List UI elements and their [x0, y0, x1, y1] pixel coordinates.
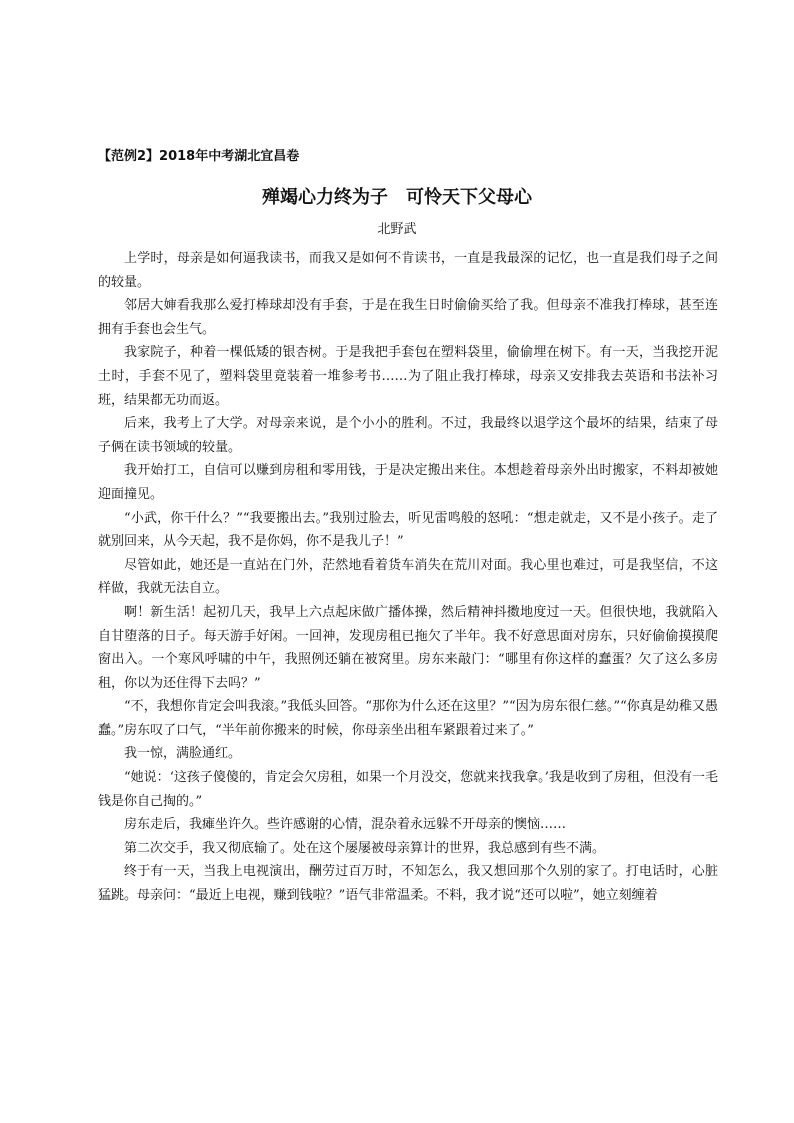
paragraph: 第二次交手，我又彻底输了。处在这个屡屡被母亲算计的世界，我总感到有些不满。 [124, 840, 606, 856]
paragraph: 后来，我考上了大学。对母亲来说，是个小小的胜利。不过，我最终以退学这个最坏的结果，结束了母子俩在读书领域的较量。 [98, 416, 718, 455]
paragraph: 啊！新生活！起初几天，我早上六点起床做广播体操，然后精神抖擞地度过一天。但很快地，我就陷入自甘堕落的日子。每天游手好闲。一回神，发现房租已拖欠了半年。我不好意思面对房东，只好偷偷摸摸爬窗出入。一个寒风呼啸的中午，我照例还躺在被窝里。房东来敲门：“哪里有你这样的蠢蛋？欠了这么多房租，你以为还住得下去吗？” [98, 604, 718, 691]
example-header-label: 【范例2】2018年中考湖北宜昌卷 [98, 149, 300, 164]
paragraph: 邻居大婶看我那么爱打棒球却没有手套，于是在我生日时偷偷买给了我。但母亲不准我打棒球，甚至连拥有手套也会生气。 [98, 298, 718, 337]
paragraph: 我一惊，满脸通红。 [124, 746, 242, 762]
paragraph: “小武，你干什么？”“我要搬出去。”我别过脸去，听见雷鸣般的怒吼：“想走就走，又不是小孩子。走了就别回来，从今天起，我不是你妈，你不是我儿子！” [98, 510, 718, 550]
paragraph: “她说：‘这孩子傻傻的，肯定会欠房租，如果一个月没交，您就来找我拿。’我是收到了房租，但没有一毛钱是你自己掏的。” [98, 770, 718, 809]
paragraph: 我家院子，种着一棵低矮的银杏树。于是我把手套包在塑料袋里，偷偷埋在树下。有一天，当我挖开泥土时，手套不见了，塑料袋里竟装着一堆参考书……为了阻止我打棒球，母亲又安排我去英语和书法补习班，结果都无功而返。 [98, 345, 718, 408]
paragraph: 我开始打工，自信可以赚到房租和零用钱，于是决定搬出来住。本想趁着母亲外出时搬家，不料却被她迎面撞见。 [98, 463, 718, 502]
paragraph: 房东走后，我瘫坐许久。些许感谢的心情，混杂着永远躲不开母亲的懊恼…… [124, 817, 567, 833]
article-title: 殚竭心力终为子 可怜天下父母心 [262, 187, 532, 208]
article-body [98, 247, 718, 908]
paragraph: 尽管如此，她还是一直站在门外，茫然地看着货车消失在荒川对面。我心里也难过，可是我坚信，不这样做，我就无法自立。 [98, 557, 718, 597]
paragraph: 上学时，母亲是如何逼我读书，而我又是如何不肯读书，一直是我最深的记忆，也一直是我们母子之间的较量。 [98, 251, 718, 290]
article-author: 北野武 [377, 222, 417, 237]
paragraph: 终于有一天，当我上电视演出，酬劳过百万时，不知怎么，我又想回那个久别的家了。打电话时，心脏猛跳。母亲问：“最近上电视，赚到钱啦？”语气非常温柔。不料，我才说“还可以啦”，她立刻缠着 [98, 864, 718, 904]
paragraph: “不，我想你肯定会叫我滚。”我低头回答。“那你为什么还在这里？”“因为房东很仁慈。”“你真是幼稚又愚蠢。”房东叹了口气，“半年前你搬来的时候，你母亲坐出租车紧跟着过来了。” [98, 699, 718, 738]
